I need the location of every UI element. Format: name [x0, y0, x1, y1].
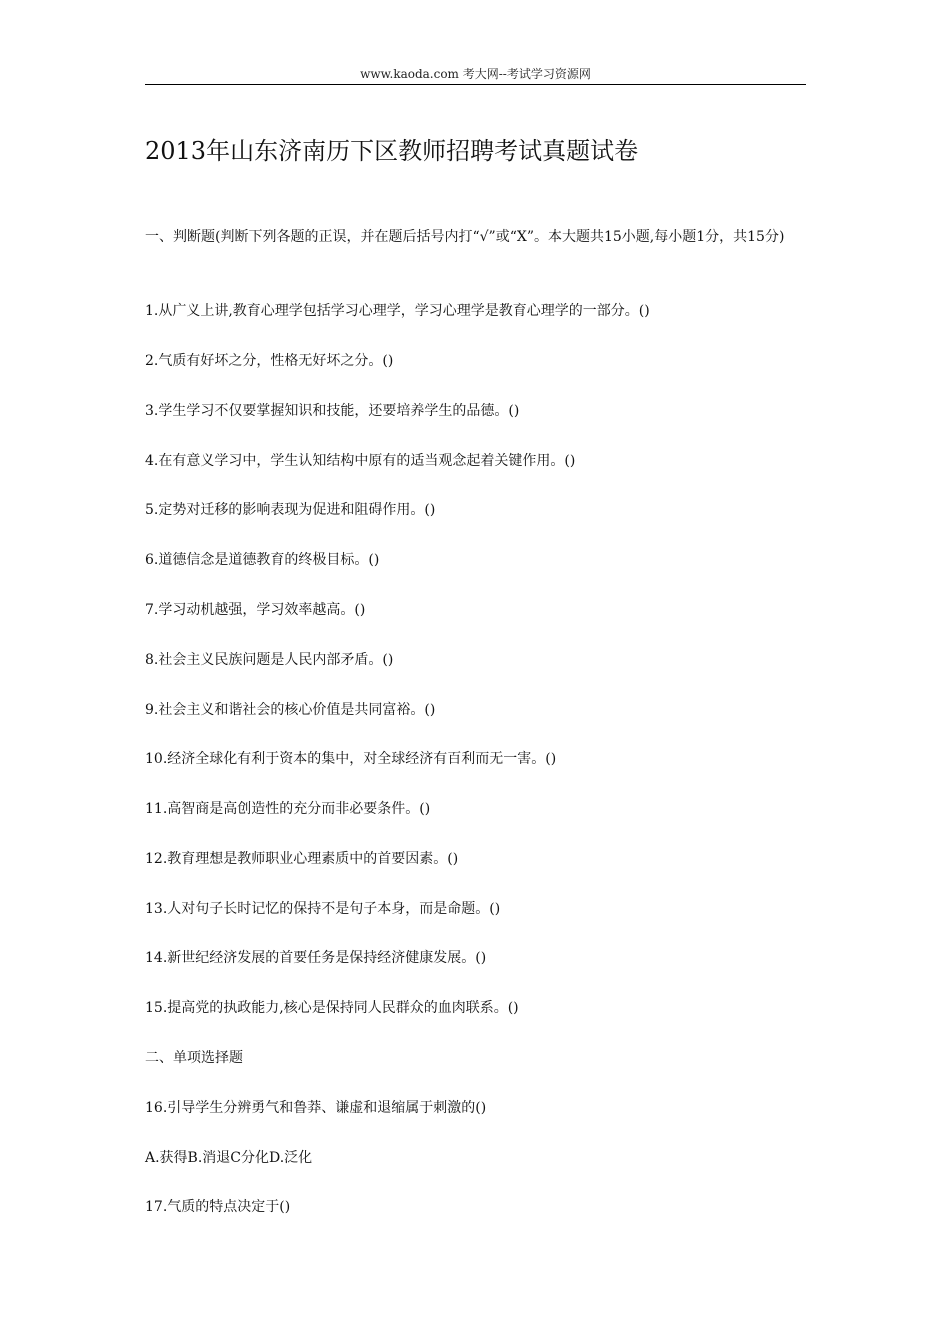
question-7: 7.学习动机越强，学习效率越高。() [145, 602, 366, 618]
question-15: 15.提高党的执政能力,核心是保持同人民群众的血肉联系。() [145, 1000, 519, 1016]
page-header: www.kaoda.com 考大网--考试学习资源网 [360, 67, 591, 81]
header-divider [145, 84, 806, 85]
question-3: 3.学生学习不仅要掌握知识和技能，还要培养学生的品德。() [145, 403, 520, 419]
question-14: 14.新世纪经济发展的首要任务是保持经济健康发展。() [145, 950, 487, 966]
question-13: 13.人对句子长时记忆的保持不是句子本身，而是命题。() [145, 901, 501, 917]
question-1: 1.从广义上讲,教育心理学包括学习心理学，学习心理学是教育心理学的一部分。() [145, 303, 650, 319]
question-5: 5.定势对迁移的影响表现为促进和阻碍作用。() [145, 502, 436, 518]
question-12: 12.教育理想是教师职业心理素质中的首要因素。() [145, 851, 459, 867]
section-2-heading: 二、单项选择题 [145, 1050, 243, 1066]
question-10: 10.经济全球化有利于资本的集中，对全球经济有百利而无一害。() [145, 751, 557, 767]
question-8: 8.社会主义民族问题是人民内部矛盾。() [145, 652, 394, 668]
section-1-instructions: 一、判断题(判断下列各题的正误，并在题后括号内打“√”或“X”。本大题共15小题,每小题1分，共15分) [145, 229, 785, 245]
question-2: 2.气质有好坏之分，性格无好坏之分。() [145, 353, 394, 369]
question-11: 11.高智商是高创造性的充分而非必要条件。() [145, 801, 431, 817]
question-16-options: A.获得B.消退C分化D.泛化 [145, 1150, 313, 1166]
document-title: 2013年山东济南历下区教师招聘考试真题试卷 [145, 137, 639, 165]
question-9: 9.社会主义和谐社会的核心价值是共同富裕。() [145, 702, 436, 718]
question-17: 17.气质的特点决定于() [145, 1199, 291, 1215]
question-4: 4.在有意义学习中，学生认知结构中原有的适当观念起着关键作用。() [145, 453, 576, 469]
question-6: 6.道德信念是道德教育的终极目标。() [145, 552, 380, 568]
question-16: 16.引导学生分辨勇气和鲁莽、谦虚和退缩属于刺激的() [145, 1100, 487, 1116]
